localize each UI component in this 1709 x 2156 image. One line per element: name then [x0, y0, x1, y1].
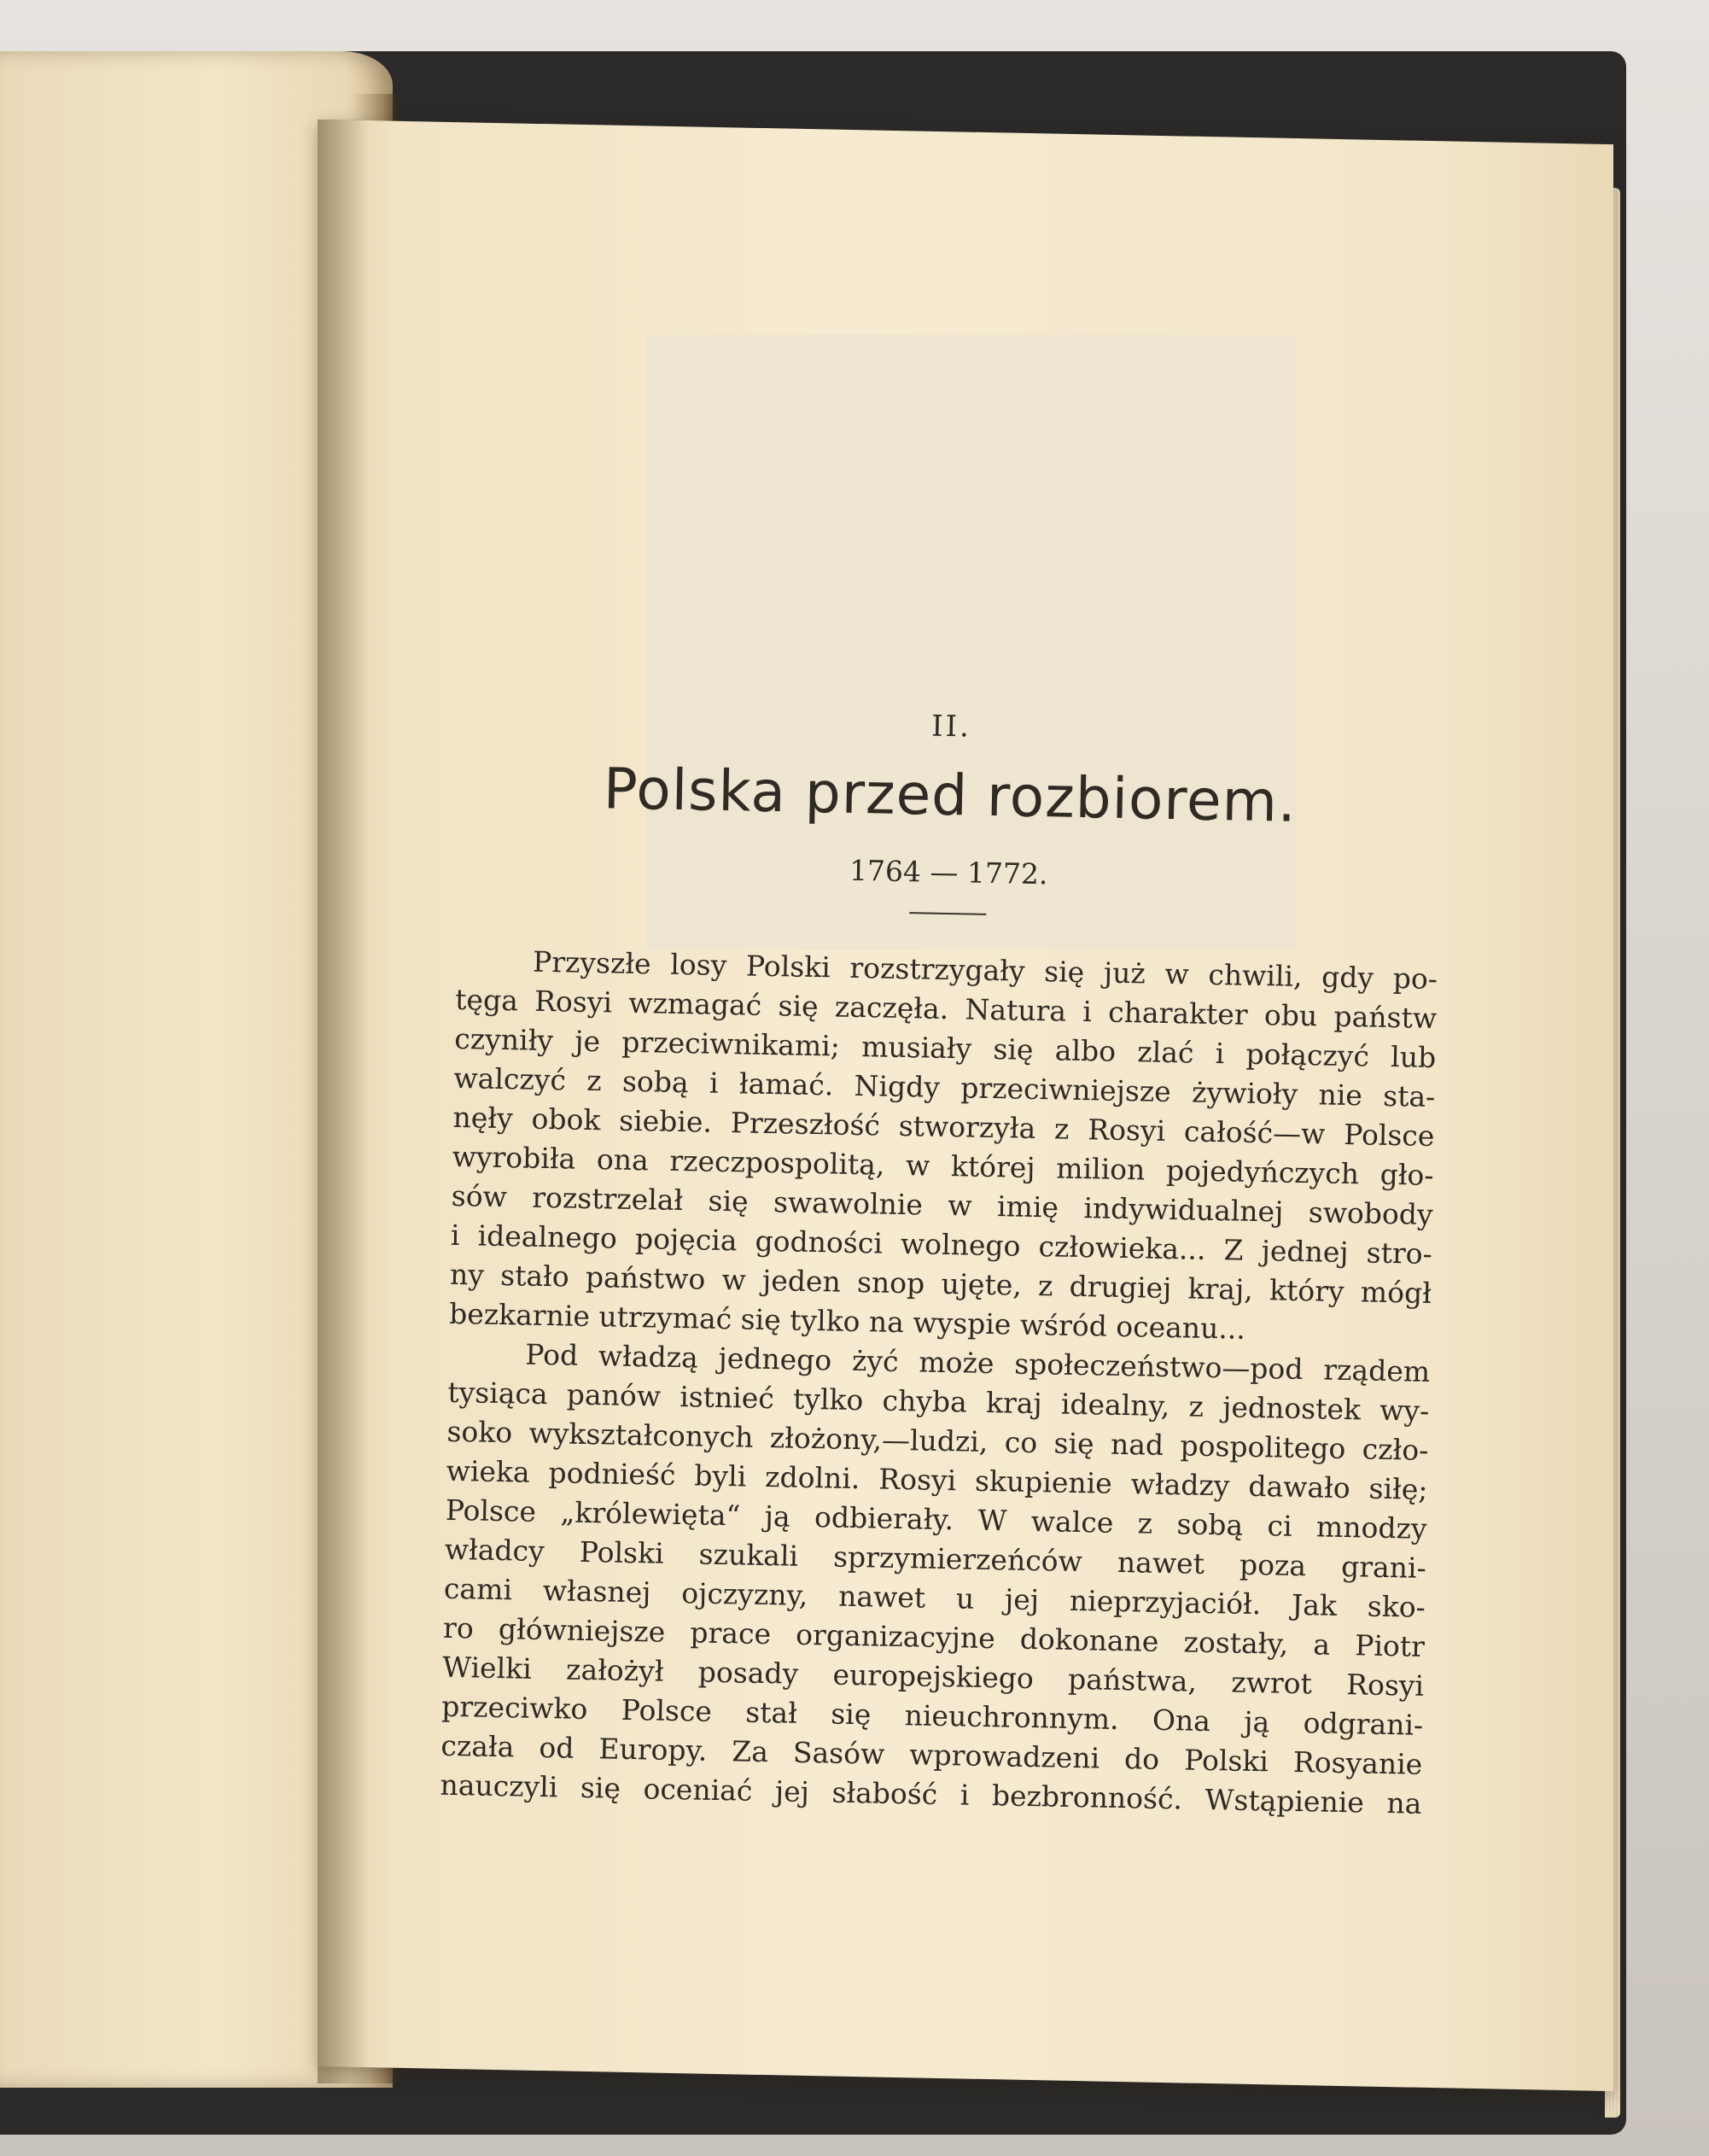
chapter-years: 1764 — 1772.: [849, 853, 1048, 891]
text-line: przeciwko Polsce stał się nieuchronnym. Ona ją odgrani-: [441, 1689, 1424, 1742]
text-line: Przyszłe losy Polski rozstrzygały się już w chwili, gdy po-: [532, 944, 1438, 996]
chapter-title: Polska przed rozbiorem.: [603, 756, 1298, 835]
text-line: Polsce „królewięta“ ją odbierały. W walce z sobą ci mnodzy: [445, 1493, 1427, 1545]
text-line: bezkarnie utrzymać się tylko na wyspie wśród oceanu...: [448, 1296, 1246, 1346]
text-line: Pod władzą jednego żyć może społeczeństwo—pod rządem: [524, 1337, 1431, 1388]
text-line: nauczyli się oceniać jej słabość i bezbronność. Wstąpienie na: [440, 1767, 1422, 1820]
text-line: soko wykształconych złożony,—ludzi, co się nad pospolitego czło-: [446, 1414, 1429, 1467]
text-line: władcy Polski szukali sprzymierzeńców nawet poza grani-: [444, 1532, 1427, 1585]
text-line: czała od Europy. Za Sasów wprowadzeni do Polski Rosyanie: [440, 1728, 1423, 1781]
text-line: wieka podnieść byli zdolni. Rosyi skupienie władzy dawało siłę;: [446, 1453, 1428, 1506]
text-line: wyrobiła ona rzeczpospolitą, w której milion pojedyńczych gło-: [452, 1139, 1434, 1192]
text-line: cami własnej ojczyzny, nawet u jej nieprzyjaciół. Jak sko-: [443, 1571, 1426, 1624]
chapter-number: II.: [930, 709, 972, 745]
text-line: nęły obok siebie. Przeszłość stworzyła z Rosyi całość—w Polsce: [452, 1100, 1435, 1153]
text-line: i idealnego pojęcia godności wolnego człowieka... Z jednej stro-: [450, 1218, 1433, 1271]
title-divider: [909, 912, 986, 915]
text-line: czyniły je przeciwnikami; musiały się albo zlać i połączyć lub: [454, 1021, 1437, 1075]
text-line: ny stało państwo w jeden snop ujęte, z drugiej kraj, który mógł: [449, 1257, 1432, 1310]
text-line: tęga Rosyi wzmagać się zaczęła. Natura i charakter obu państw: [454, 982, 1438, 1036]
paragraph-2: [440, 1334, 1430, 1824]
text-line: ro główniejsze prace organizacyjne dokonane zostały, a Piotr: [442, 1610, 1426, 1663]
text-line: Wielki założył posady europejskiego państwa, zwrot Rosyi: [441, 1650, 1425, 1703]
page-content: [440, 700, 1443, 1824]
body-text: [440, 941, 1438, 1824]
paragraph-1: [449, 941, 1438, 1353]
text-line: sów rozstrzelał się swawolnie w imię indywidualnej swobody: [451, 1178, 1434, 1231]
gutter-shadow: [318, 120, 369, 2083]
text-line: walczyć z sobą i łamać. Nigdy przeciwniejsze żywioły nie sta-: [453, 1060, 1436, 1113]
text-line: tysiąca panów istnieć tylko chyba kraj idealny, z jednostek wy-: [447, 1375, 1430, 1428]
